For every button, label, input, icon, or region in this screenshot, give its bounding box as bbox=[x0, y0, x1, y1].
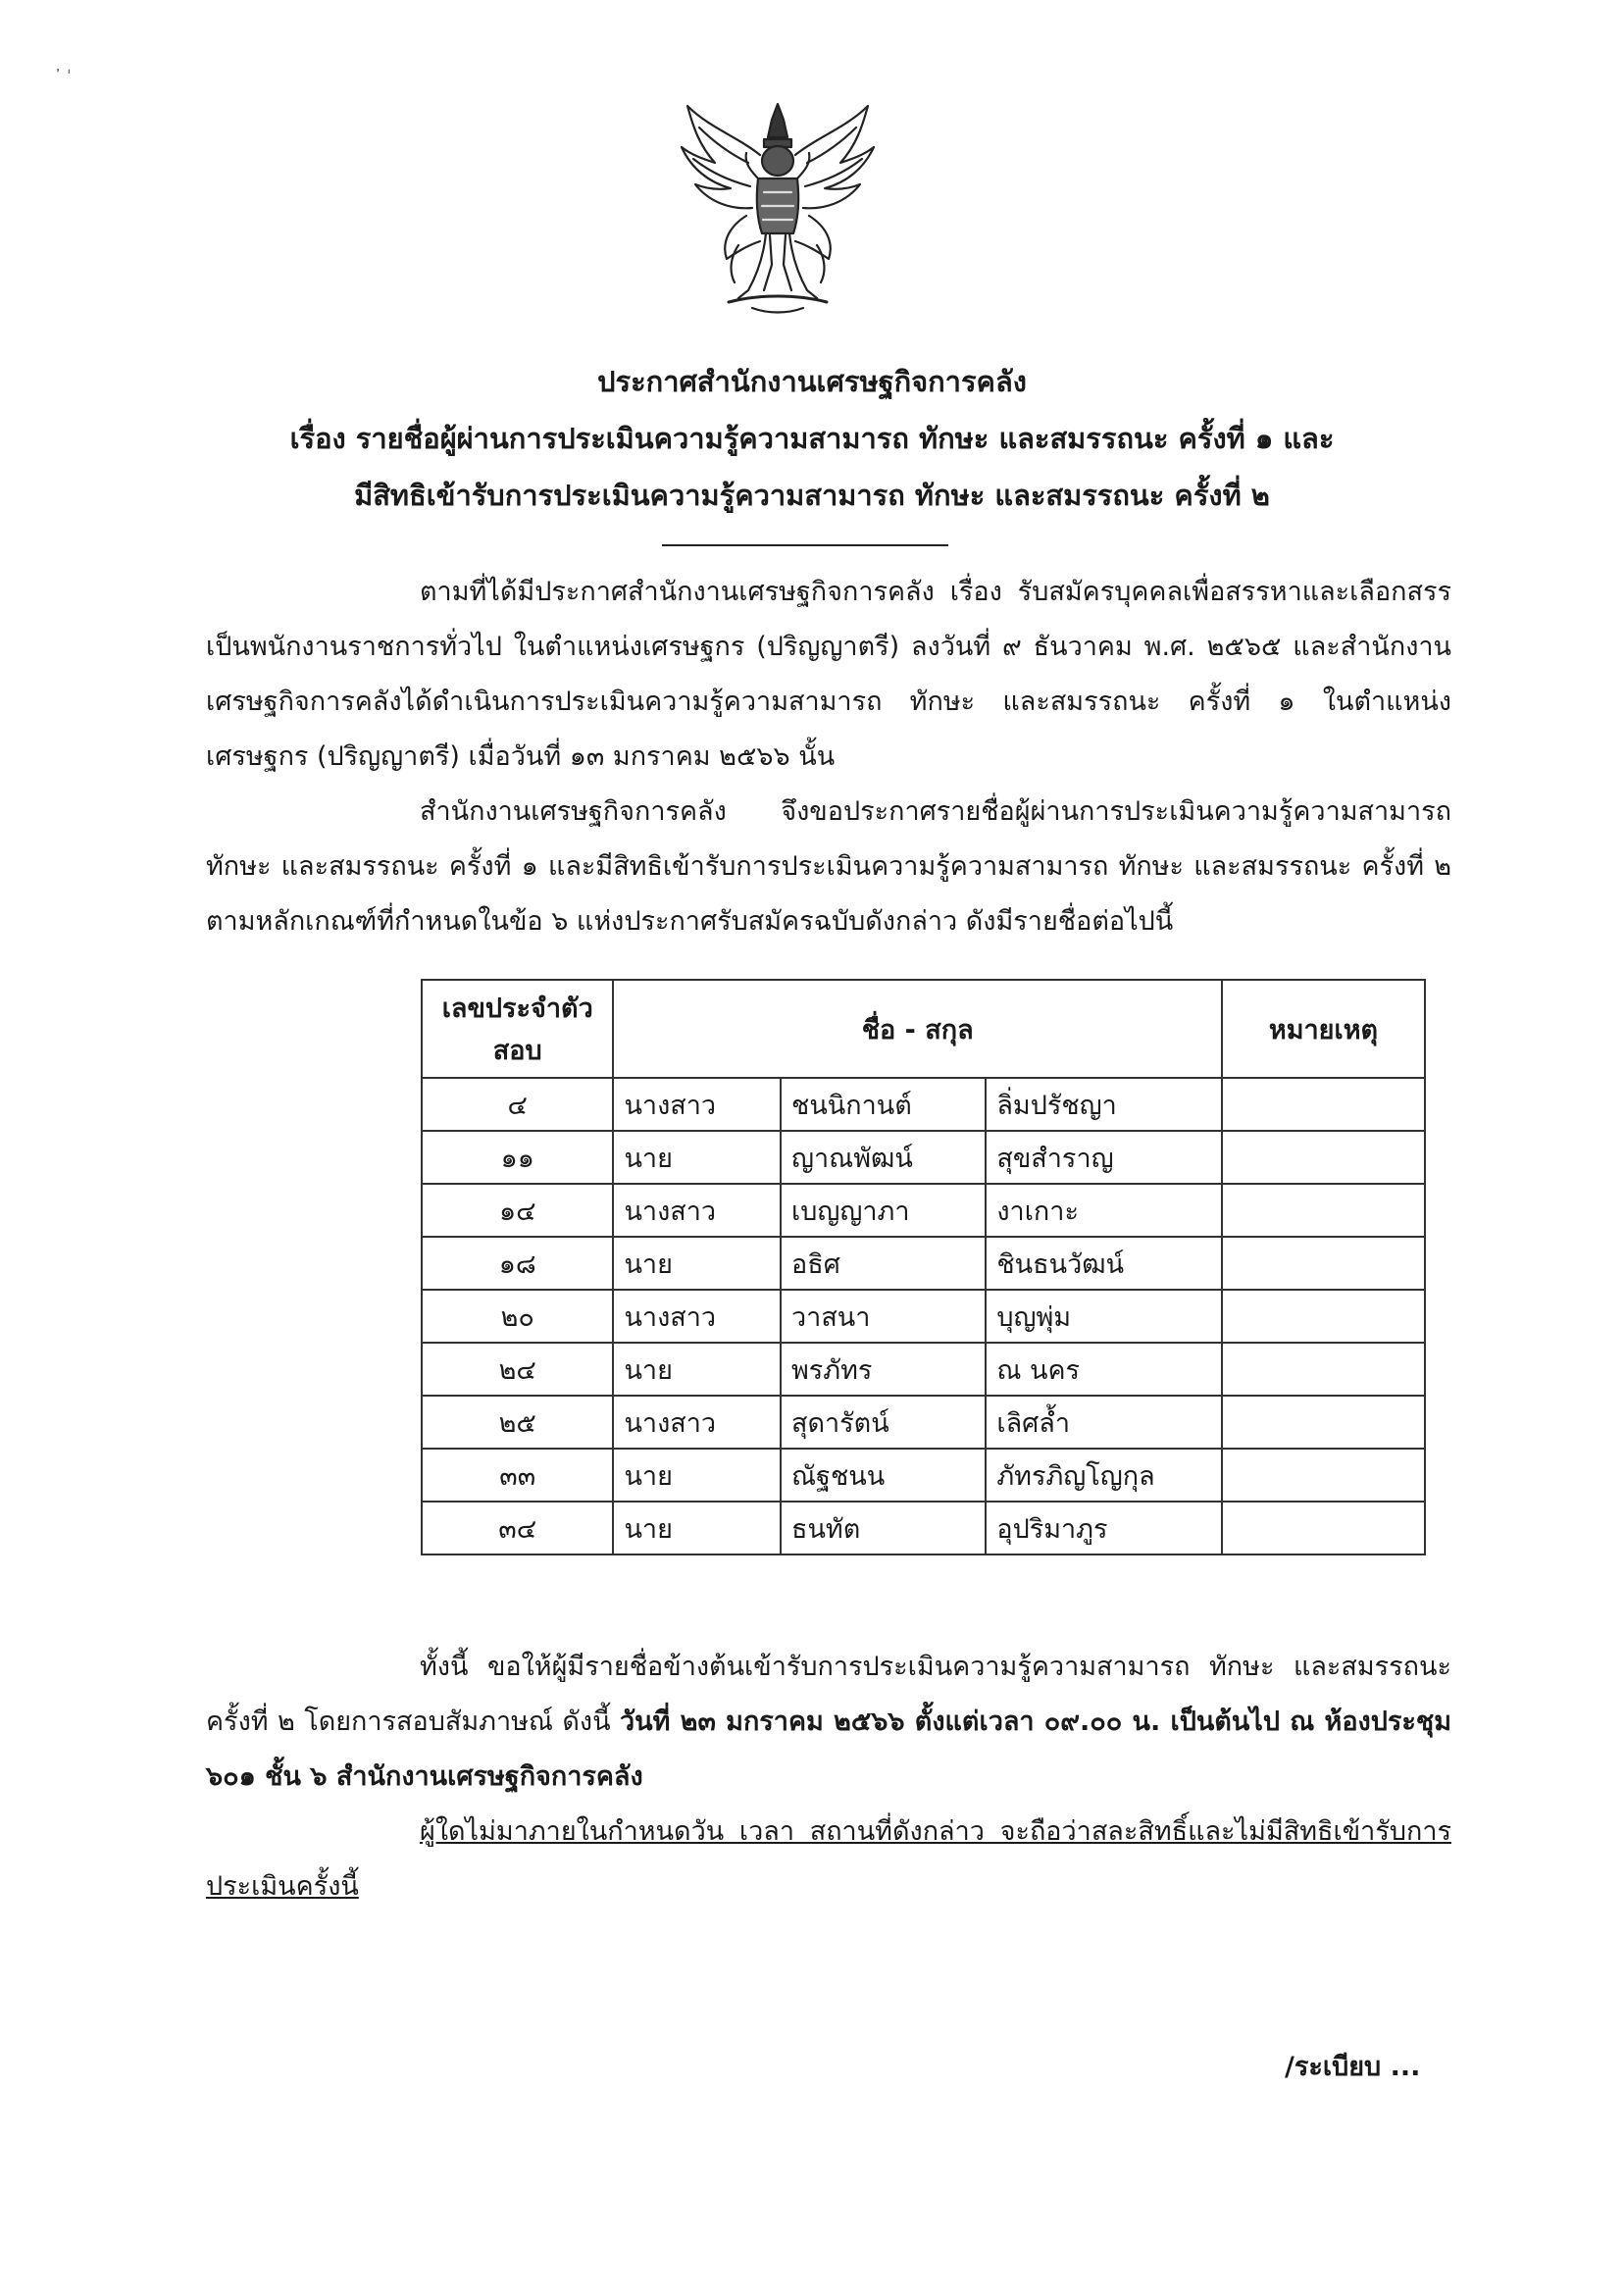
cell-first-name: ธนทัต bbox=[781, 1502, 986, 1554]
cell-exam-id: ๒๕ bbox=[422, 1396, 613, 1449]
cell-last-name: ภัทรภิญโญกุล bbox=[986, 1449, 1222, 1502]
cell-last-name: สุขสำราญ bbox=[986, 1131, 1222, 1184]
interview-intro-text: ทั้งนี้ ขอให้ผู้มีรายชื่อข้างต้นเข้ารับการประเมินความรู้ความสามารถ ทักษะ และสมรรถนะ ครั้งที่ ๒ โดยการสอบสัมภาษณ์ ดังนี้ bbox=[206, 1652, 1451, 1737]
cell-last-name: ณ นคร bbox=[986, 1343, 1222, 1396]
cell-remark bbox=[1222, 1078, 1425, 1131]
cell-exam-id: ๒๔ bbox=[422, 1343, 613, 1396]
cell-exam-id: ๔ bbox=[422, 1078, 613, 1131]
cell-last-name: บุญพุ่ม bbox=[986, 1290, 1222, 1343]
cell-last-name: ชินธนวัฒน์ bbox=[986, 1237, 1222, 1290]
cell-first-name: เบญญาภา bbox=[781, 1184, 986, 1237]
cell-first-name: ณัฐชนน bbox=[781, 1449, 986, 1502]
cell-title: นาย bbox=[613, 1237, 781, 1290]
table-row bbox=[422, 1184, 1425, 1237]
table-row bbox=[422, 1502, 1425, 1554]
table-header-row bbox=[422, 980, 1425, 1078]
header-full-name: ชื่อ - สกุล bbox=[613, 980, 1221, 1078]
forfeit-notice-text: ผู้ใดไม่มาภายในกำหนดวัน เวลา สถานที่ดังกล่าว จะถือว่าสละสิทธิ์และไม่มีสิทธิเข้ารับการประเมินครั้งนี้ bbox=[206, 1816, 1451, 1902]
candidate-table bbox=[421, 979, 1426, 1555]
cell-title: นางสาว bbox=[613, 1396, 781, 1449]
announcement-subject-cont: มีสิทธิเข้ารับการประเมินความรู้ความสามารถ ทักษะ และสมรรถนะ ครั้งที่ ๒ bbox=[354, 479, 1270, 512]
cell-exam-id: ๓๔ bbox=[422, 1502, 613, 1554]
cell-exam-id: ๑๔ bbox=[422, 1184, 613, 1237]
cell-remark bbox=[1222, 1290, 1425, 1343]
cell-title: นาย bbox=[613, 1131, 781, 1184]
cell-remark bbox=[1222, 1396, 1425, 1449]
cell-remark bbox=[1222, 1184, 1425, 1237]
cell-remark bbox=[1222, 1343, 1425, 1396]
cell-first-name: พรภัทร bbox=[781, 1343, 986, 1396]
announcement-title: ประกาศสำนักงานเศรษฐกิจการคลัง bbox=[597, 365, 1027, 398]
cell-exam-id: ๓๓ bbox=[422, 1449, 613, 1502]
cell-title: นาย bbox=[613, 1343, 781, 1396]
table-row bbox=[422, 1237, 1425, 1290]
cell-exam-id: ๒๐ bbox=[422, 1290, 613, 1343]
cell-exam-id: ๑๑ bbox=[422, 1131, 613, 1184]
table-row bbox=[422, 1078, 1425, 1131]
table-row bbox=[422, 1343, 1425, 1396]
cell-title: นาย bbox=[613, 1502, 781, 1554]
cell-last-name: งาเกาะ bbox=[986, 1184, 1222, 1237]
cell-title: นางสาว bbox=[613, 1078, 781, 1131]
cell-last-name: เลิศล้ำ bbox=[986, 1396, 1222, 1449]
cell-remark bbox=[1222, 1502, 1425, 1554]
table-row bbox=[422, 1131, 1425, 1184]
cell-remark bbox=[1222, 1237, 1425, 1290]
paragraph-intro: ตามที่ได้มีประกาศสำนักงานเศรษฐกิจการคลัง เรื่อง รับสมัครบุคคลเพื่อสรรหาและเลือกสรรเป็นพนักงานราชการทั่วไป ในตำแหน่งเศรษฐกร (ปริญญาตรี) ลงวันที่ ๙ ธันวาคม พ.ศ. ๒๕๖๕ และสำนักงานเศรษฐกิจการคลังได้ดำเนินการประเมินความรู้ความสามารถ ทักษะ และสมรรถนะ ครั้งที่ ๑ ในตำแหน่งเศรษฐกร (ปริญญาตรี) เมื่อวันที่ ๑๓ มกราคม ๒๕๖๖ นั้น bbox=[206, 577, 1451, 772]
cell-remark bbox=[1222, 1449, 1425, 1502]
cell-last-name: อุปริมาภูร bbox=[986, 1502, 1222, 1554]
cell-title: นางสาว bbox=[613, 1290, 781, 1343]
garuda-emblem bbox=[670, 98, 886, 319]
cell-title: นางสาว bbox=[613, 1184, 781, 1237]
header-exam-id: เลขประจำตัวสอบ bbox=[422, 980, 613, 1078]
paragraph-interview bbox=[206, 1640, 1451, 1805]
continued-marker: /ระเบียบ ... bbox=[1285, 2052, 1421, 2082]
cell-first-name: สุดารัตน์ bbox=[781, 1396, 986, 1449]
cell-first-name: ญาณพัฒน์ bbox=[781, 1131, 986, 1184]
interview-schedule-text: วันที่ ๒๓ มกราคม ๒๕๖๖ ตั้งแต่เวลา ๐๙.๐๐ น. เป็นต้นไป ณ ห้องประชุม ๖๐๑ ชั้น ๖ สำนักงานเศรษฐกิจการคลัง bbox=[206, 1707, 1451, 1792]
cell-last-name: ลิ่มปรัชญา bbox=[986, 1078, 1222, 1131]
cell-first-name: วาสนา bbox=[781, 1290, 986, 1343]
scan-speck: ᾿ ˈ bbox=[54, 67, 72, 85]
announcement-subject: เรื่อง รายชื่อผู้ผ่านการประเมินความรู้ความสามารถ ทักษะ และสมรรถนะ ครั้งที่ ๑ และ bbox=[289, 422, 1335, 455]
table-row bbox=[422, 1290, 1425, 1343]
cell-title: นาย bbox=[613, 1449, 781, 1502]
table-row bbox=[422, 1449, 1425, 1502]
paragraph-forfeit bbox=[206, 1805, 1451, 1914]
table-row bbox=[422, 1396, 1425, 1449]
title-divider bbox=[662, 544, 948, 546]
header-remark: หมายเหตุ bbox=[1222, 980, 1425, 1078]
cell-exam-id: ๑๘ bbox=[422, 1237, 613, 1290]
cell-first-name: ชนนิกานต์ bbox=[781, 1078, 986, 1131]
cell-remark bbox=[1222, 1131, 1425, 1184]
cell-first-name: อธิศ bbox=[781, 1237, 986, 1290]
paragraph-announce: สำนักงานเศรษฐกิจการคลัง จึงขอประกาศรายชื่อผู้ผ่านการประเมินความรู้ความสามารถ ทักษะ และสมรรถนะ ครั้งที่ ๑ และมีสิทธิเข้ารับการประเมินความรู้ความสามารถ ทักษะ และสมรรถนะ ครั้งที่ ๒ ตามหลักเกณฑ์ที่กำหนดในข้อ ๖ แห่งประกาศรับสมัครฉบับดังกล่าว ดังมีรายชื่อต่อไปนี้ bbox=[206, 796, 1451, 937]
